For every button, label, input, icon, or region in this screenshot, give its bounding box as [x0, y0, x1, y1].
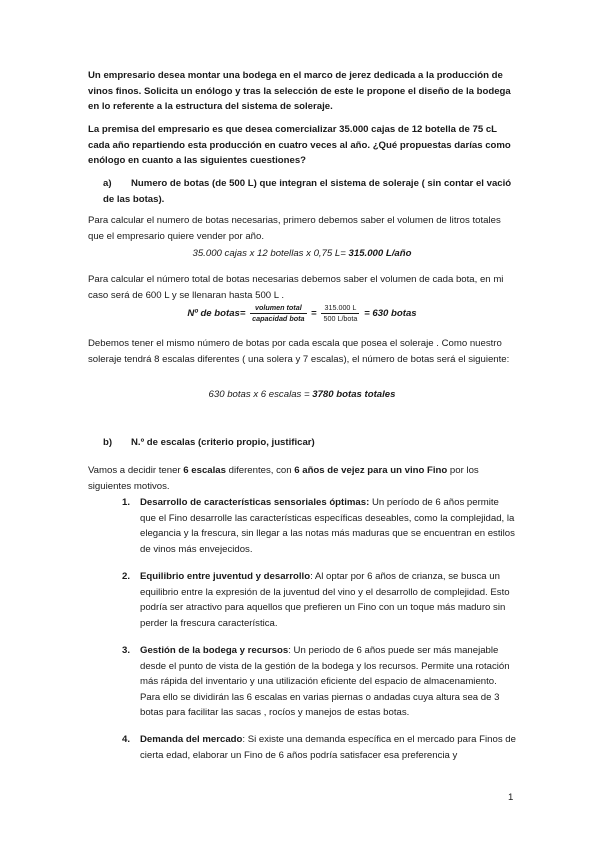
- fraction-numerator-values: 315.000 L: [321, 303, 359, 314]
- decision-text-1: Vamos a decidir tener: [88, 465, 184, 476]
- section-b-heading: [103, 435, 315, 451]
- list-item-number: 3.: [122, 645, 131, 656]
- list-item-text: Un período de 6 años permite que el Fino desarrolle las características específicas deseables, como la complejidad, la elegancia y la frescura, sin llegar a las notas más maduras que se encuentran en estilos de vinos más envejecidos.: [140, 497, 515, 555]
- decision-text-3: por los siguientes motivos.: [88, 465, 479, 492]
- list-item: [122, 643, 516, 721]
- fraction-numerator: volumen total: [250, 303, 306, 314]
- section-a-title: Numero de botas (de 500 L) que integran el sistema de soleraje ( sin contar el vació de las botas).: [103, 178, 512, 205]
- formula-volume-left: 35.000 cajas x 12 botellas x 0,75 L=: [192, 248, 349, 259]
- formula-total-barrels: [88, 389, 516, 400]
- decision-scales: 6 escalas: [183, 465, 226, 476]
- fraction-denominator: capacidad bota: [252, 314, 305, 323]
- paragraph-volume: Para calcular el numero de botas necesarias, primero debemos saber el volumen de litros totales que el empresario quiere vender por año.: [88, 215, 501, 242]
- list-item-title: Demanda del mercado: [140, 734, 243, 745]
- formula-barrels: [88, 303, 516, 324]
- paragraph-decision: [88, 463, 516, 494]
- list-item-number: 2.: [122, 571, 131, 582]
- list-item: [122, 732, 516, 763]
- formula-barrels-label: Nº de botas=: [187, 308, 246, 320]
- section-b-label: b): [103, 437, 113, 448]
- list-item-text: : Al optar por 6 años de crianza, se busca un equilibrio entre la expresión de la juventud del vino y el desarrollo de complejidad. Esto podría ser atractivo para aquellos que prefieren un Fino con un toque más maduro sin perder la frescura característica.: [140, 571, 510, 629]
- list-item: [122, 495, 516, 557]
- formula-volume-result: 315.000 L/año: [348, 248, 412, 259]
- formula-total-result: 3780 botas totales: [312, 389, 396, 400]
- formula-barrels-result: = 630 botas: [364, 308, 417, 320]
- list-item-title: Equilibrio entre juventud y desarrollo: [140, 571, 311, 582]
- fraction-denominator-values: 500 L/bota: [323, 314, 358, 323]
- paragraph-scales: Debemos tener el mismo número de botas por cada escala que posea el soleraje . Como nuestro soleraje tendrá 8 escalas diferentes ( una solera y 7 escalas), el número de botas será el siguiente:: [88, 338, 510, 365]
- decision-years: 6 años de vejez para un vino Fino: [294, 465, 448, 476]
- formula-barrels-equals: =: [311, 308, 317, 320]
- formula-total-left: 630 botas x 6 escalas =: [208, 389, 313, 400]
- list-item-title: Gestión de la bodega y recursos: [140, 645, 289, 656]
- paragraph-barrel-volume: Para calcular el número total de botas necesarias debemos saber el volumen de cada bota, en mi caso será de 600 L y se llenaran hasta 500 L .: [88, 274, 504, 301]
- section-a-label: a): [103, 178, 112, 189]
- intro-paragraph: Un empresario desea montar una bodega en el marco de jerez dedicada a la producción de vinos finos. Solicita un enólogo y tras la selección de este le propone el diseño de la bodega en lo referente a la estructura del sistema de soleraje.: [88, 70, 511, 112]
- list-item-number: 1.: [122, 497, 131, 508]
- page-number: 1: [508, 792, 514, 803]
- list-item: [122, 569, 516, 631]
- fraction-litres-over-barrel: [321, 303, 359, 324]
- list-item-text: : Si existe una demanda específica en el mercado para Finos de cierta edad, elaborar un Fino de 6 años podría satisfacer esa preferencia y: [140, 734, 516, 761]
- decision-text-2: diferentes, con: [225, 465, 295, 476]
- premise-paragraph: La premisa del empresario es que desea comercializar 35.000 cajas de 12 botella de 75 cL cada año repartiendo esta producción en cuatro veces al año. ¿Qué propuestas darías como enólogo en cuanto a las siguientes cuestiones?: [88, 124, 511, 166]
- fraction-volume-over-capacity: [250, 303, 306, 324]
- list-item-text: : Un periodo de 6 años puede ser más manejable desde el punto de vista de la gestión de la bodega y los recursos. Permite una rotación más rápida del inventario y una utilización eficiente del espacio de almacenamiento. Para ello se dividirán las 6 escalas en varias piernas o andadas cuya altura sea de 3 botas para facilitar las sacas , rocíos y manejos de estas botas.: [140, 645, 510, 718]
- list-item-number: 4.: [122, 734, 131, 745]
- formula-volume: [88, 248, 516, 259]
- section-a-heading: [103, 176, 516, 207]
- list-item-title: Desarrollo de características sensoriales óptimas:: [140, 497, 370, 508]
- section-b-title: N.º de escalas (criterio propio, justificar): [131, 437, 315, 448]
